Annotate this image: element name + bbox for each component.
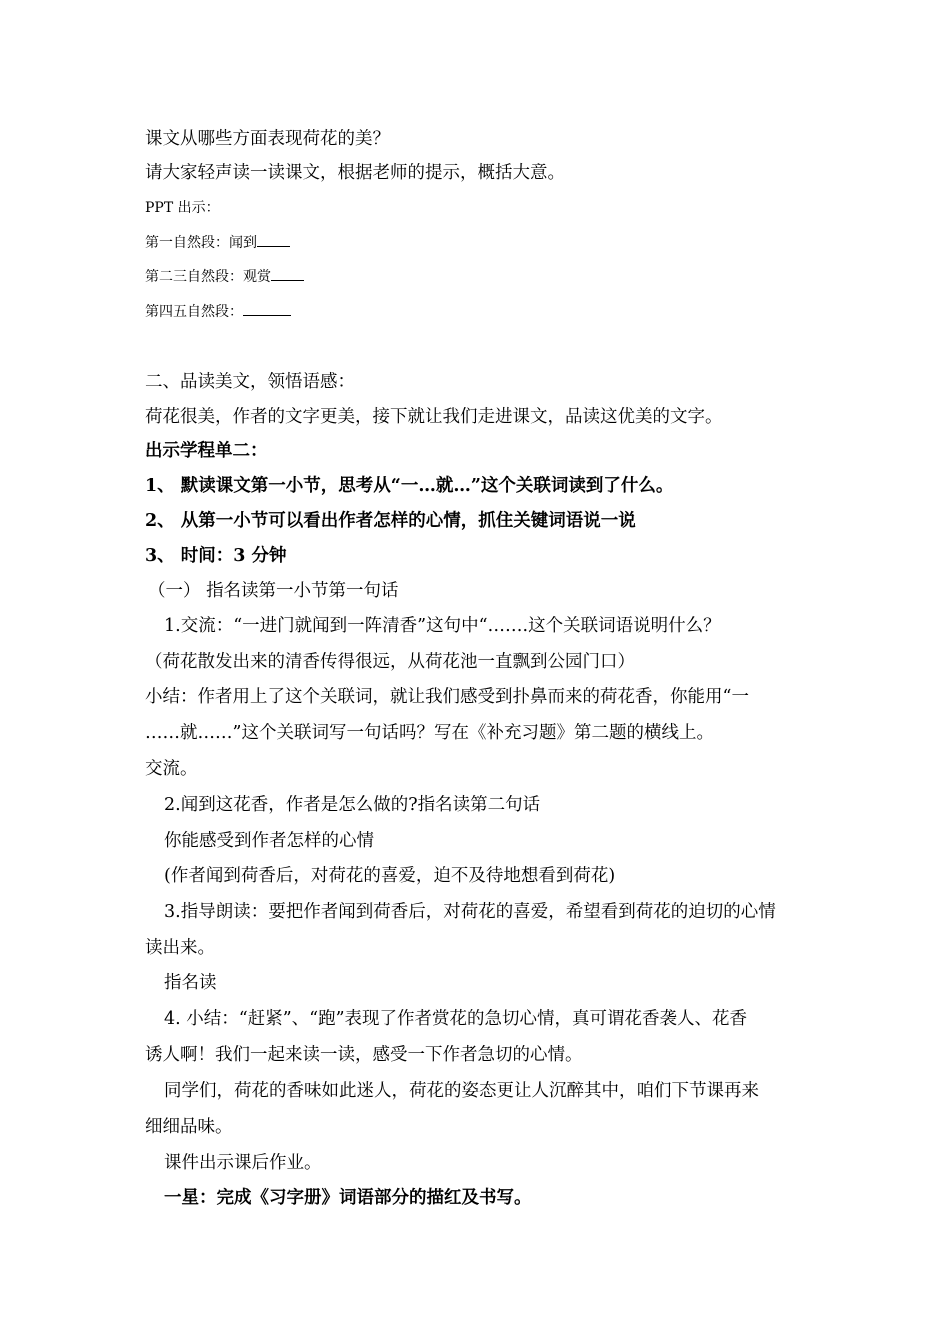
step-3-continuation: 读出来。 (145, 938, 215, 958)
homework-intro-line: 课件出示课后作业。 (164, 1153, 322, 1173)
blank-line (243, 301, 291, 316)
summary-line-2: ……就……”这个关联词写一句话吗？写在《补充习题》第二题的横线上。 (145, 723, 714, 743)
task-item-3: 3、 时间：3 分钟 (145, 546, 287, 566)
summary-line-1: 小结：作者用上了这个关联词，就让我们感受到扑鼻而来的荷花香，你能用“一 (145, 687, 749, 707)
task-item-2: 2、 从第一小节可以看出作者怎样的心情，抓住关键词语说一说 (145, 511, 636, 531)
ppt-label: PPT 出示： (145, 200, 220, 216)
step-3-line: 3.指导朗读：要把作者闻到荷香后，对荷花的喜爱，希望看到荷花的迫切的心情 (164, 902, 776, 922)
step-2-line: 2.闻到这花香，作者是怎么做的?指名读第二句话 (164, 795, 541, 815)
feeling-answer-line: (作者闻到荷香后，对荷花的喜爱，迫不及待地想看到荷花) (164, 866, 616, 886)
task-item-1: 1、 默读课文第一小节，思考从“一…就…”这个关联词读到了什么。 (145, 476, 674, 496)
step-4-continuation: 诱人啊！我们一起来读一读，感受一下作者急切的心情。 (145, 1045, 583, 1065)
body-line: 荷花很美，作者的文字更美，接下就让我们走进课文，品读这优美的文字。 (145, 407, 723, 427)
step-1-line: 1.交流：“一进门就闻到一阵清香”这句中“…….这个关联词语说明什么？ (164, 616, 721, 636)
subsection-heading: （一） 指名读第一小节第一句话 (148, 581, 399, 601)
question-line: 课文从哪些方面表现荷花的美？ (145, 129, 390, 149)
step-4-line: 4. 小结：“赶紧”、“跑”表现了作者赏花的急切心情，真可谓花香袭人、花香 (164, 1009, 748, 1029)
closing-continuation: 细细品味。 (145, 1117, 233, 1137)
paragraph-1-text: 第一自然段：闻到 (145, 235, 257, 251)
read-aloud-line: 指名读 (164, 973, 217, 993)
section-heading: 二、品读美文，领悟语感： (145, 372, 355, 392)
paragraph-2-3-text: 第二三自然段：观赏 (145, 269, 271, 285)
paragraph-1-prompt (145, 231, 290, 255)
paragraph-4-5-prompt (145, 300, 291, 324)
feeling-question-line: 你能感受到作者怎样的心情 (164, 831, 374, 851)
exchange-line: 交流。 (145, 759, 198, 779)
paragraph-2-3-prompt (145, 265, 304, 289)
answer-line: （荷花散发出来的清香传得很远，从荷花池一直飘到公园门口） (145, 652, 635, 672)
homework-one-star: 一星：完成《习字册》词语部分的描红及书写。 (164, 1188, 532, 1208)
worksheet-heading: 出示学程单二： (145, 441, 268, 461)
paragraph-4-5-text: 第四五自然段： (145, 304, 243, 320)
blank-line (257, 232, 290, 247)
closing-line: 同学们，荷花的香味如此迷人，荷花的姿态更让人沉醉其中，咱们下节课再来 (164, 1081, 759, 1101)
blank-line (271, 266, 304, 281)
instruction-line: 请大家轻声读一读课文，根据老师的提示，概括大意。 (145, 163, 565, 183)
